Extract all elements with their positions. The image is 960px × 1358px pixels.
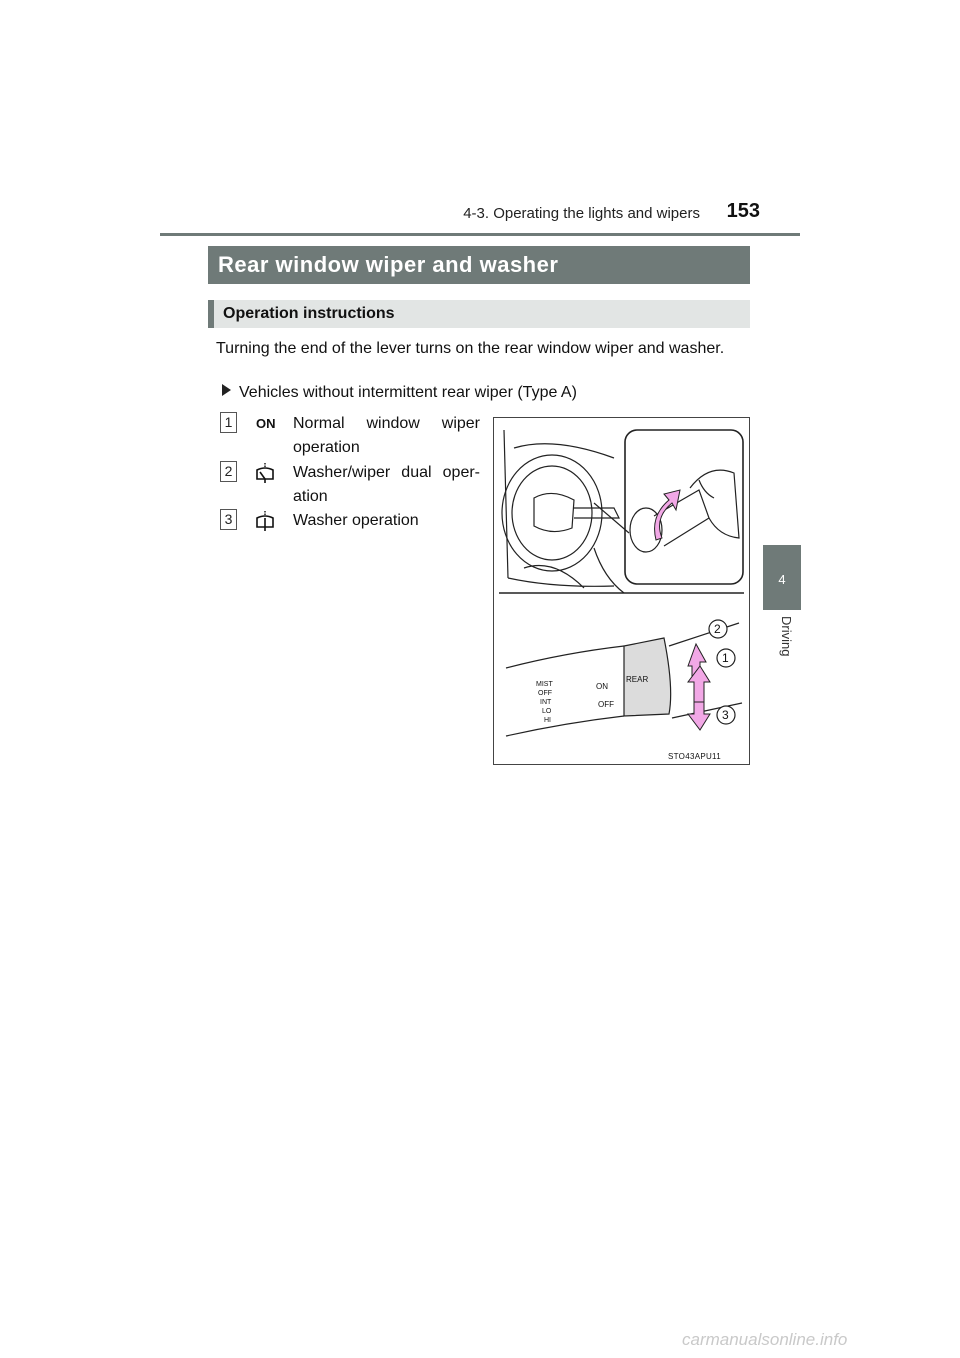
- arrow-position-3: [688, 702, 710, 730]
- callout-1: 1: [722, 651, 729, 665]
- watermark: carmanualsonline.info: [682, 1330, 848, 1349]
- callout-3: 3: [722, 708, 729, 722]
- figure-id: STO43APU11: [668, 752, 721, 761]
- zoom-inset-frame: [625, 430, 743, 584]
- wiper-lever-illustration: [493, 417, 750, 765]
- washer-icon: [254, 510, 276, 532]
- item-text-3: Washer operation: [293, 512, 419, 529]
- lever-label-hi: HI: [544, 717, 551, 724]
- lever-label-int: INT: [540, 699, 552, 706]
- header-rule: [160, 233, 800, 236]
- switch-label-off: OFF: [598, 700, 614, 709]
- subsection-title: Operation instructions: [223, 305, 395, 322]
- bullet-row: [222, 384, 577, 402]
- washer-wiper-dual-icon: [254, 462, 276, 484]
- item-number-3: 3: [220, 509, 237, 530]
- chapter-tab-number: 4: [778, 572, 786, 587]
- intro-paragraph: Turning the end of the lever turns on the rear window wiper and washer.: [216, 340, 725, 357]
- item-text-1: Normal window wiper operation: [293, 415, 480, 456]
- on-symbol: ON: [256, 416, 276, 431]
- lever-label-mist: MIST: [536, 681, 553, 688]
- subsection-bar-accent: [208, 300, 214, 328]
- item-number-2: 2: [220, 461, 237, 482]
- header-section-title: 4-3. Operating the lights and wipers: [463, 205, 700, 222]
- chapter-tab-label: Driving: [779, 616, 794, 657]
- item-number-1: 1: [220, 412, 237, 433]
- triangle-bullet-icon: [222, 384, 231, 396]
- switch-label-rear: REAR: [626, 675, 649, 684]
- callout-2: 2: [714, 622, 721, 636]
- section-title: Rear window wiper and washer: [218, 252, 559, 277]
- switch-label-on: ON: [596, 682, 608, 691]
- page-number: 153: [726, 200, 760, 222]
- lever-label-lo: LO: [542, 708, 552, 715]
- bullet-text: Vehicles without intermittent rear wiper (Type A): [239, 384, 577, 401]
- arrow-position-1: [688, 666, 710, 704]
- lever-label-off: OFF: [538, 690, 552, 697]
- item-text-2: Washer/wiper dual oper-ation: [293, 464, 480, 505]
